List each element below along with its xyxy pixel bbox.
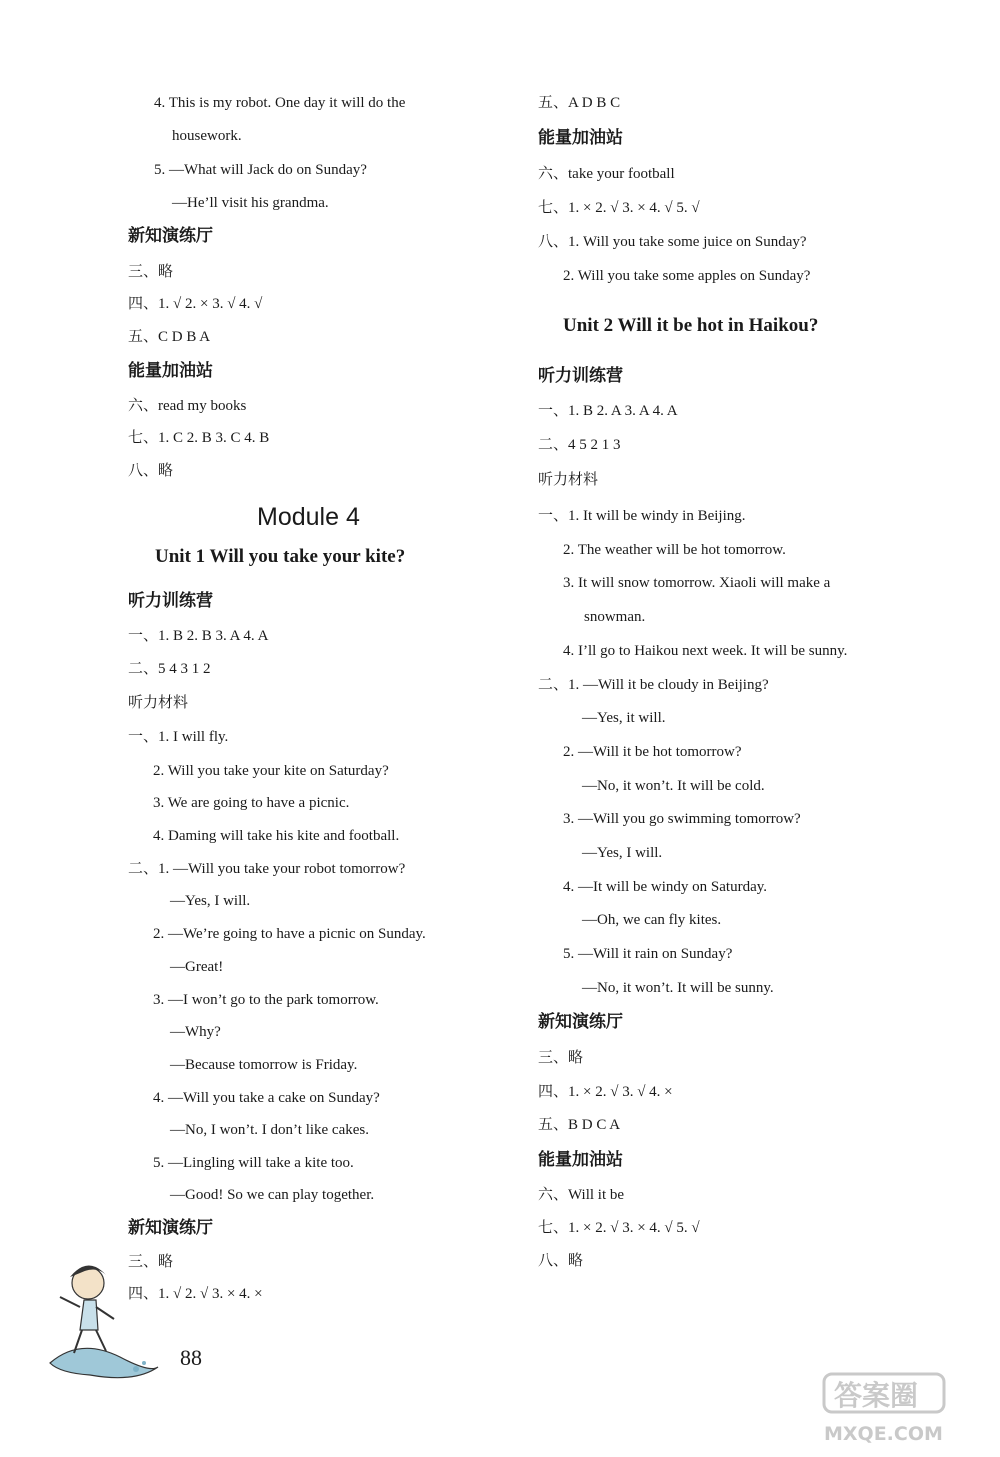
answer-line: 2. —Will it be hot tomorrow?	[563, 744, 742, 760]
watermark-logo-text: 答案圈	[834, 1379, 919, 1412]
answer-line: —Why?	[170, 1024, 221, 1040]
answer-line: 一、1. B 2. A 3. A 4. A	[538, 403, 678, 419]
answer-line: 3. It will snow tomorrow. Xiaoli will make a	[563, 575, 831, 591]
answer-line: 四、1. × 2. √ 3. √ 4. ×	[538, 1084, 673, 1100]
section-heading: 听力训练营	[128, 591, 213, 611]
answer-line: 二、5 4 3 1 2	[128, 661, 211, 677]
answer-line: 七、1. C 2. B 3. C 4. B	[128, 430, 270, 446]
answer-line: 3. We are going to have a picnic.	[153, 795, 350, 811]
answer-line: —Yes, I will.	[170, 893, 251, 909]
answer-line: 一、1. B 2. B 3. A 4. A	[128, 628, 269, 644]
section-heading: 新知演练厅	[128, 226, 213, 246]
answer-line: 4. This is my robot. One day it will do the	[154, 95, 406, 111]
answer-line: 六、take your football	[538, 166, 675, 182]
section-heading: 能量加油站	[538, 128, 623, 148]
answer-line: 听力材料	[538, 472, 599, 488]
answer-line: 3. —Will you go swimming tomorrow?	[563, 811, 801, 827]
answer-line: 4. —It will be windy on Saturday.	[563, 879, 768, 895]
page-number: 88	[180, 1345, 202, 1370]
answer-line: —Yes, I will.	[582, 845, 663, 861]
section-heading: 能量加油站	[538, 1150, 623, 1170]
answer-line: 三、略	[128, 1254, 174, 1270]
answer-line: 三、略	[128, 264, 174, 280]
answer-line: 六、read my books	[128, 398, 247, 414]
watermark-url: MXQE.COM	[824, 1423, 943, 1445]
answer-line: 4. I’ll go to Haikou next week. It will be sunny.	[563, 643, 848, 659]
answer-line: 4. Daming will take his kite and football.	[153, 828, 400, 844]
answer-line: 五、C D B A	[128, 329, 211, 345]
answer-line: 一、1. It will be windy in Beijing.	[538, 508, 746, 524]
answer-line: 2. The weather will be hot tomorrow.	[563, 542, 786, 558]
answer-line: —No, it won’t. It will be sunny.	[582, 980, 774, 996]
answer-line: 5. —Lingling will take a kite too.	[153, 1155, 354, 1171]
unit-title: Unit 2 Will it be hot in Haikou?	[563, 315, 819, 336]
answer-line: 五、B D C A	[538, 1117, 621, 1133]
surfing-kid-icon	[40, 1245, 170, 1385]
unit-title: Unit 1 Will you take your kite?	[155, 546, 406, 567]
answer-line: 四、1. √ 2. √ 3. × 4. ×	[128, 1286, 263, 1302]
section-heading: 能量加油站	[128, 361, 213, 381]
answer-line: 八、略	[128, 463, 174, 479]
section-heading: 新知演练厅	[128, 1218, 213, 1238]
answer-line: 七、1. × 2. √ 3. × 4. √ 5. √	[538, 1220, 700, 1236]
answer-line: 八、略	[538, 1253, 584, 1269]
answer-line: 三、略	[538, 1050, 584, 1066]
answer-line: 五、A D B C	[538, 95, 621, 111]
answer-line: —Yes, it will.	[582, 710, 666, 726]
section-heading: 新知演练厅	[538, 1012, 623, 1032]
answer-line: 六、Will it be	[538, 1187, 625, 1203]
answer-line: 八、1. Will you take some juice on Sunday?	[538, 234, 807, 250]
answer-line: 2. Will you take your kite on Saturday?	[153, 763, 389, 779]
module-title: Module 4	[257, 503, 360, 531]
answer-line: 4. —Will you take a cake on Sunday?	[153, 1090, 380, 1106]
answer-line: —Oh, we can fly kites.	[582, 912, 722, 928]
answer-line: 一、1. I will fly.	[128, 729, 229, 745]
answer-line: housework.	[172, 128, 242, 144]
answer-line: 四、1. √ 2. × 3. √ 4. √	[128, 296, 263, 312]
answer-line: 二、4 5 2 1 3	[538, 437, 621, 453]
answer-line: 5. —What will Jack do on Sunday?	[154, 162, 367, 178]
answer-line: 5. —Will it rain on Sunday?	[563, 946, 733, 962]
answer-line: —Because tomorrow is Friday.	[170, 1057, 358, 1073]
answer-line: —No, I won’t. I don’t like cakes.	[170, 1122, 369, 1138]
section-heading: 听力训练营	[538, 366, 623, 386]
answer-line: 二、1. —Will you take your robot tomorrow?	[128, 861, 406, 877]
answer-line: —Great!	[170, 959, 224, 975]
answer-line: 2. Will you take some apples on Sunday?	[563, 268, 811, 284]
watermark-logo	[820, 1370, 990, 1450]
answer-line: —He’ll visit his grandma.	[172, 195, 329, 211]
answer-line: 听力材料	[128, 695, 189, 711]
answer-line: —No, it won’t. It will be cold.	[582, 778, 765, 794]
answer-line: 3. —I won’t go to the park tomorrow.	[153, 992, 379, 1008]
answer-line: —Good! So we can play together.	[170, 1187, 375, 1203]
answer-line: snowman.	[584, 609, 646, 625]
answer-line: 七、1. × 2. √ 3. × 4. √ 5. √	[538, 200, 700, 216]
answer-line: 二、1. —Will it be cloudy in Beijing?	[538, 677, 769, 693]
answer-line: 2. —We’re going to have a picnic on Sunday.	[153, 926, 426, 942]
